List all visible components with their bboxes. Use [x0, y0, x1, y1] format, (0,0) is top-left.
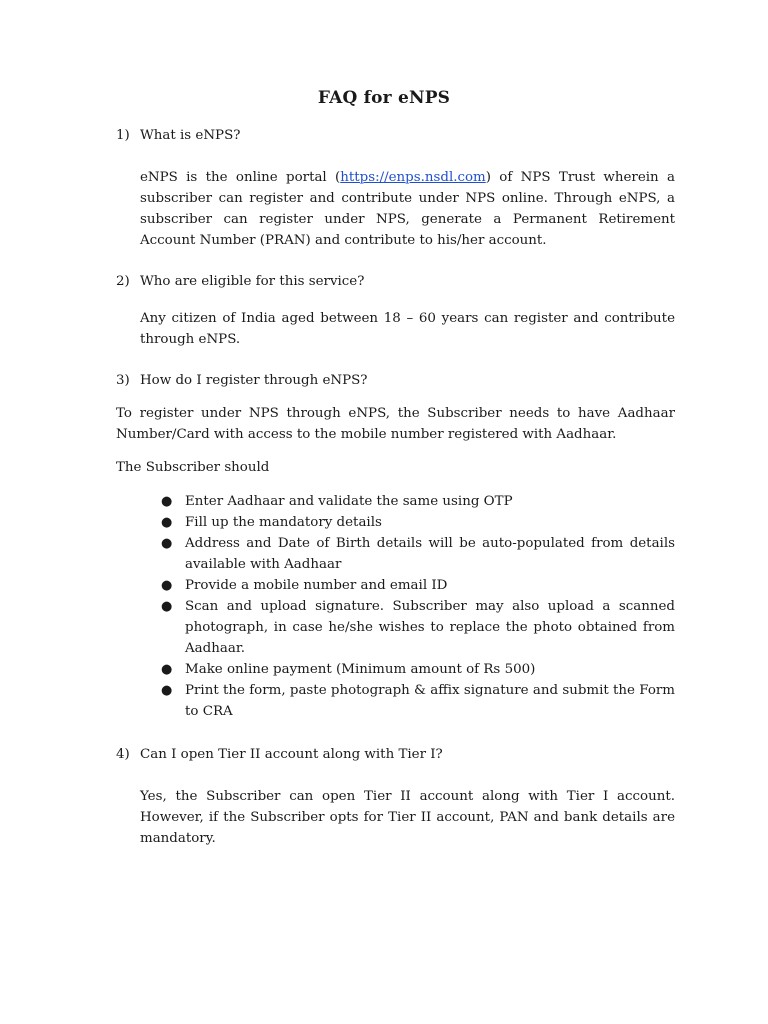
- question-2: [116, 271, 364, 292]
- list-item: ● Scan and upload signature. Subscriber may also upload a scanned photograph, in case he/she wishes to replace the photo obtained from Aadhaar.: [159, 596, 675, 659]
- question-text: How do I register through eNPS?: [140, 373, 368, 388]
- bullet-icon: ●: [161, 536, 173, 551]
- question-4: [116, 744, 443, 765]
- question-text: Can I open Tier II account along with Tier I?: [140, 747, 443, 762]
- bullet-icon: ●: [161, 515, 173, 530]
- steps-intro-text: The Subscriber should: [116, 460, 270, 475]
- bullet-icon: ●: [161, 683, 173, 698]
- answer-text-start: eNPS is the online portal (: [140, 170, 341, 185]
- question-1: [116, 125, 240, 146]
- portal-link[interactable]: https://enps.nsdl.com: [340, 170, 486, 185]
- answer-text: Yes, the Subscriber can open Tier II account along with Tier I account. However, if the Subscriber opts for Tier II account, PAN and bank details are mandatory.: [140, 789, 675, 846]
- page-title: FAQ for eNPS: [317, 88, 451, 108]
- bullet-icon: ●: [161, 662, 173, 677]
- bullet-icon: ●: [161, 578, 173, 593]
- list-item: ● Enter Aadhaar and validate the same using OTP: [159, 491, 675, 512]
- question-text: What is eNPS?: [140, 128, 241, 143]
- answer-1: [140, 167, 675, 251]
- question-number: 4): [116, 747, 130, 762]
- answer-3: [116, 403, 675, 445]
- answer-text-end: ) of NPS Trust wherein a subscriber can register and contribute under NPS online. Through eNPS, a subscriber can register under NPS, generate a Permanent Retirement Account Number (PRAN) and contribute to his/her account.: [140, 170, 675, 248]
- bullet-icon: ●: [161, 599, 173, 614]
- list-item: ● Make online payment (Minimum amount of Rs 500): [159, 659, 675, 680]
- question-number: 1): [116, 128, 130, 143]
- answer-4: [140, 786, 675, 849]
- answer-text: To register under NPS through eNPS, the Subscriber needs to have Aadhaar Number/Card with access to the mobile number registered with Aadhaar.: [116, 406, 675, 442]
- list-item: ● Address and Date of Birth details will be auto-populated from details available with Aadhaar: [159, 533, 675, 575]
- answer-2: [140, 308, 675, 350]
- question-number: 2): [116, 274, 130, 289]
- question-text: Who are eligible for this service?: [140, 274, 365, 289]
- list-item: ● Provide a mobile number and email ID: [159, 575, 675, 596]
- list-item: ● Print the form, paste photograph & affix signature and submit the Form to CRA: [159, 680, 675, 722]
- bullet-icon: ●: [161, 494, 173, 509]
- registration-steps: [159, 491, 675, 722]
- steps-intro: [116, 457, 675, 478]
- question-number: 3): [116, 373, 130, 388]
- answer-text: Any citizen of India aged between 18 – 60 years can register and contribute through eNPS.: [140, 311, 675, 347]
- question-3: [116, 370, 367, 391]
- list-item: ● Fill up the mandatory details: [159, 512, 675, 533]
